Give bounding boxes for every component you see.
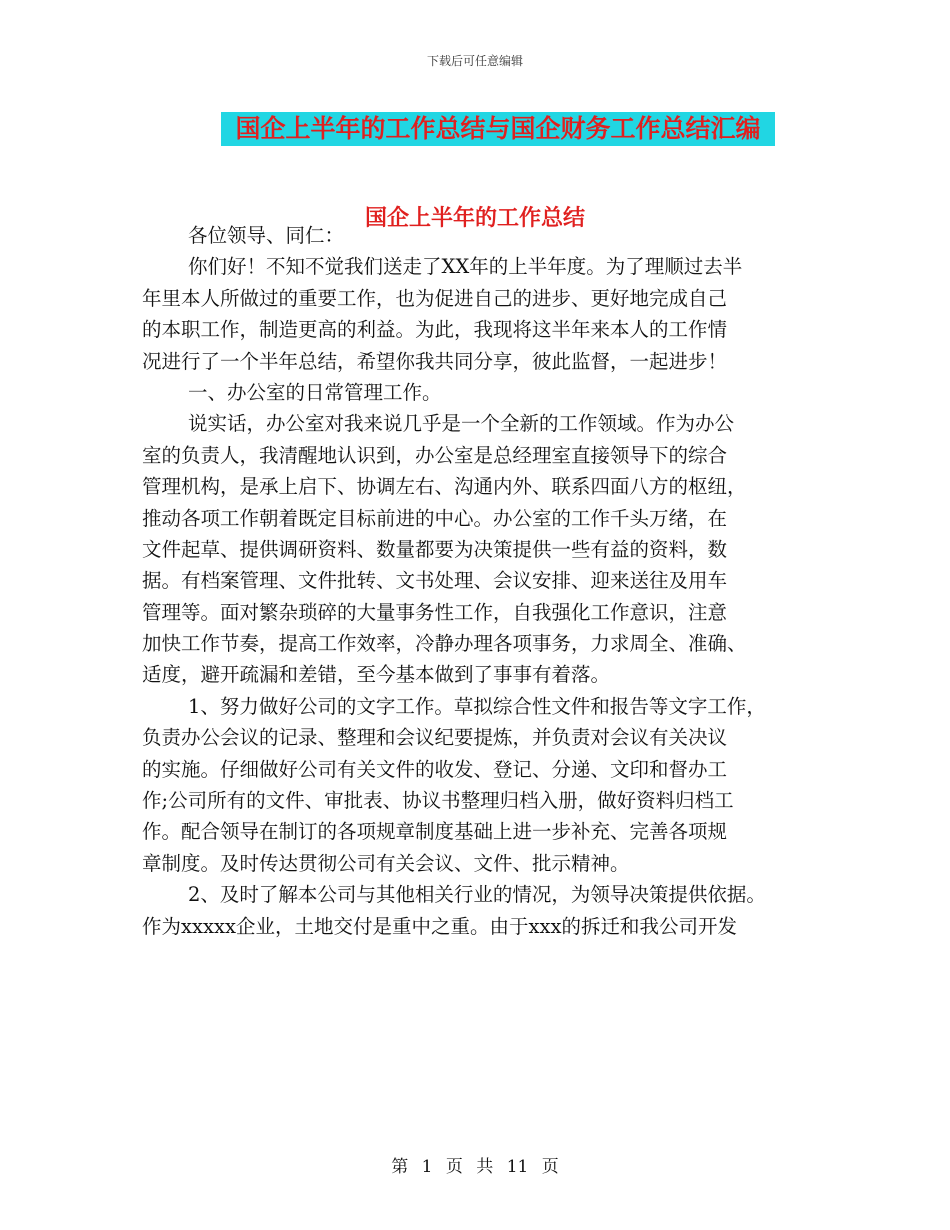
text-line: 你们好！不知不觉我们送走了XX年的上半年度。为了理顺过去半	[188, 255, 743, 279]
text-line: 管理机构，是承上启下、协调左右、沟通内外、联系四面八方的枢纽，	[142, 475, 747, 499]
text-line: 管理等。面对繁杂琐碎的大量事务性工作，自我强化工作意识，注意	[142, 600, 728, 624]
text-line: 1、努力做好公司的文字工作。草拟综合性文件和报告等文字工作，	[188, 694, 766, 718]
text-line: 作为xxxxx企业，土地交付是重中之重。由于xxx的拆迁和我公司开发	[142, 914, 737, 938]
text-line: 推动各项工作朝着既定目标前进的中心。办公室的工作千头万绪，在	[142, 506, 728, 530]
text-line: 况进行了一个半年总结，希望你我共同分享，彼此监督，一起进步！	[142, 349, 728, 373]
text-line: 作。配合领导在制订的各项规章制度基础上进一步补充、完善各项规	[142, 820, 728, 844]
text-line: 文件起草、提供调研资料、数量都要为决策提供一些有益的资料，数	[142, 537, 728, 561]
text-line: 负责办公会议的记录、整理和会议纪要提炼，并负责对会议有关决议	[142, 726, 728, 750]
page-header: 下载后可任意编辑	[426, 54, 523, 68]
text-line: 的本职工作，制造更高的利益。为此，我现将这半年来本人的工作情	[142, 318, 728, 342]
text-line: 一、办公室的日常管理工作。	[188, 380, 442, 404]
page-footer: 第 1 页 共 11 页	[391, 1157, 559, 1177]
body-text	[142, 220, 832, 942]
text-line: 据。有档案管理、文件批转、文书处理、会议安排、迎来送往及用车	[142, 569, 728, 593]
text-line: 加快工作节奏，提高工作效率，冷静办理各项事务，力求周全、准确、	[142, 632, 747, 656]
text-line: 作;公司所有的文件、审批表、协议书整理归档入册，做好资料归档工	[142, 789, 734, 813]
text-line: 室的负责人，我清醒地认识到，办公室是总经理室直接领导下的综合	[142, 443, 728, 467]
text-line: 适度，避开疏漏和差错，至今基本做到了事事有着落。	[142, 663, 611, 687]
text-line: 年里本人所做过的重要工作，也为促进自己的进步、更好地完成自己	[142, 286, 728, 310]
section-title: 国企上半年的工作总结	[364, 206, 585, 231]
text-line: 章制度。及时传达贯彻公司有关会议、文件、批示精神。	[142, 851, 630, 875]
text-line: 说实话，办公室对我来说几乎是一个全新的工作领域。作为办公	[188, 412, 735, 436]
text-line: 各位领导、同仁：	[188, 224, 345, 247]
text-line: 的实施。仔细做好公司有关文件的收发、登记、分递、文印和督办工	[142, 757, 728, 781]
text-line: 2、及时了解本公司与其他相关行业的情况，为领导决策提供依据。	[188, 883, 766, 907]
document-title: 国企上半年的工作总结与国企财务工作总结汇编	[221, 112, 775, 146]
